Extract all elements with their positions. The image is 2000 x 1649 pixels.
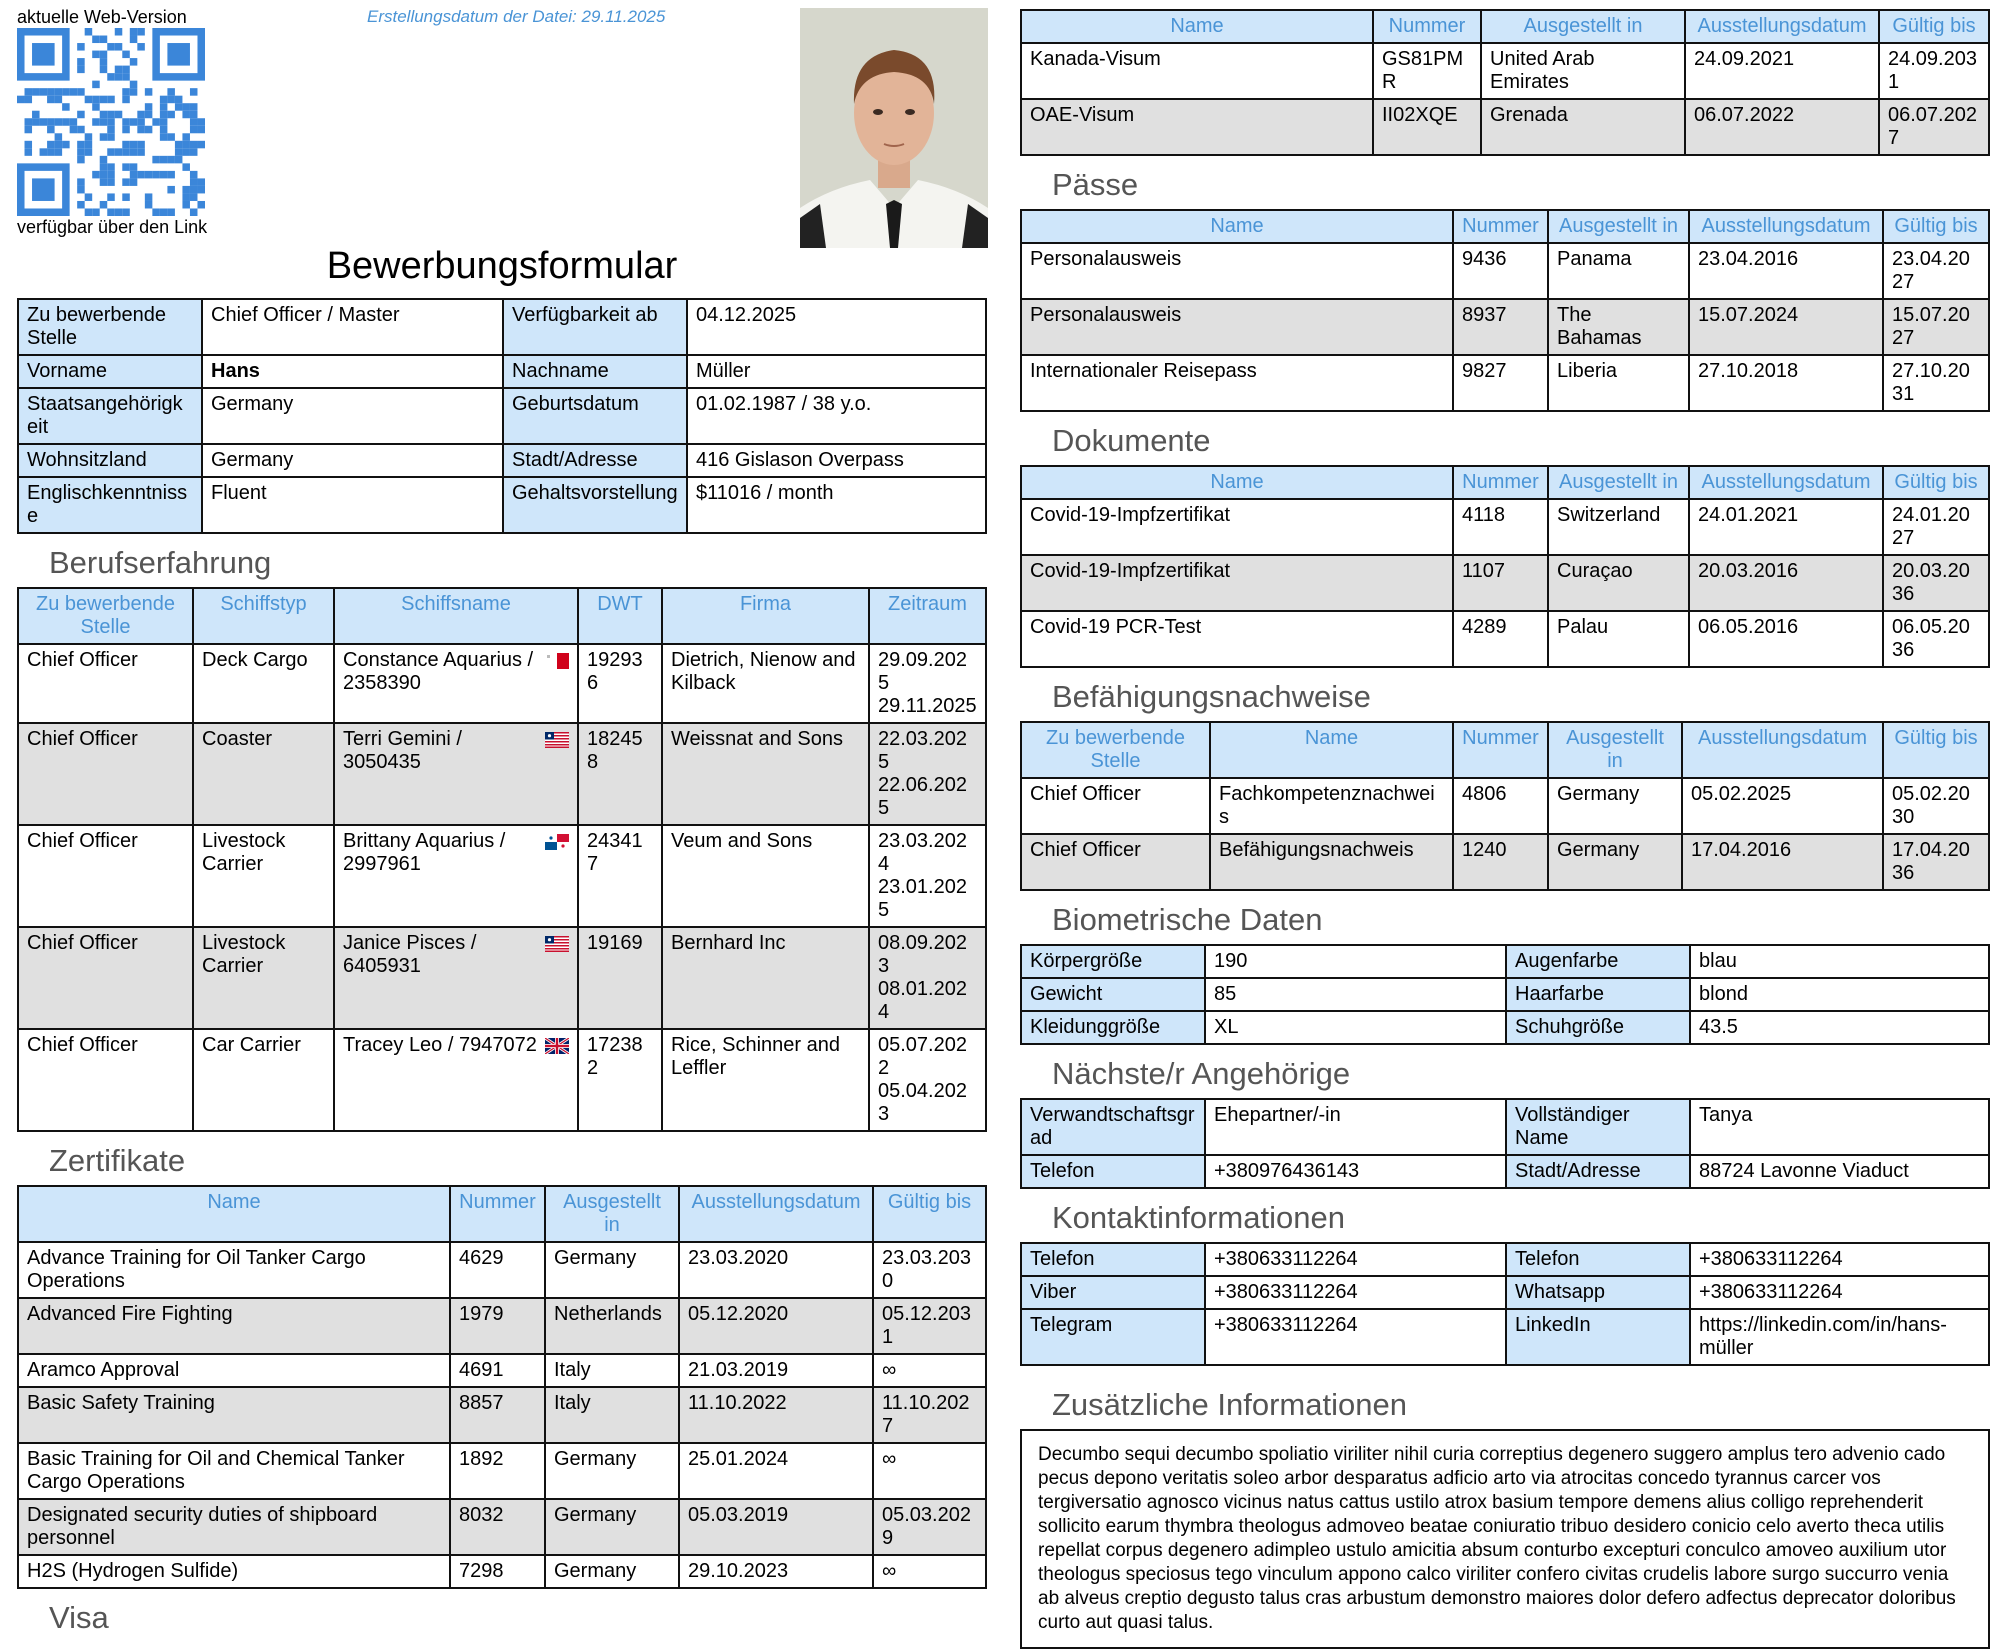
table-cell: Panama xyxy=(1548,243,1689,299)
field-value: 416 Gislason Overpass xyxy=(687,444,986,477)
field-value: 190 xyxy=(1205,945,1506,978)
passports-table xyxy=(1020,209,1990,412)
passports-heading: Pässe xyxy=(1052,167,1139,202)
table-cell: Befähigungsnachweis xyxy=(1210,834,1453,890)
table-row xyxy=(1021,99,1989,155)
qr-caption-bottom: verfügbar über den Link xyxy=(17,217,208,237)
table-cell: 8032 xyxy=(450,1499,545,1555)
table-cell: Covid-19-Impfzertifikat xyxy=(1021,499,1453,555)
table-cell: 9436 xyxy=(1453,243,1548,299)
table-cell: 20.03.2016 xyxy=(1689,555,1883,611)
table-row xyxy=(18,1298,986,1354)
table-cell: 24.09.2031 xyxy=(1879,43,1989,99)
field-label: Zu bewerbende Stelle xyxy=(18,299,202,355)
field-value: XL xyxy=(1205,1011,1506,1044)
uk-flag-icon xyxy=(545,1037,569,1060)
field-label: Wohnsitzland xyxy=(18,444,202,477)
field-value: Germany xyxy=(202,444,503,477)
vessel-name-cell xyxy=(334,1029,578,1131)
table-cell: 24.09.2021 xyxy=(1685,43,1879,99)
period-cell xyxy=(869,644,986,723)
table-row xyxy=(1021,355,1989,411)
field-value: +380633112264 xyxy=(1690,1243,1989,1276)
qr-code-icon[interactable] xyxy=(17,28,205,216)
vessel-type-cell: Coaster xyxy=(193,723,334,825)
table-cell: 06.07.2027 xyxy=(1879,99,1989,155)
qr-caption-top: aktuelle Web-Version xyxy=(17,7,187,27)
field-value: +380633112264 xyxy=(1205,1276,1506,1309)
field-value: Müller xyxy=(687,355,986,388)
visa-table xyxy=(1020,9,1990,156)
field-value: 04.12.2025 xyxy=(687,299,986,355)
biometrics-heading: Biometrische Daten xyxy=(1052,902,1323,937)
field-label: Stadt/Adresse xyxy=(503,444,687,477)
vessel-name: Tracey Leo / 7947072 xyxy=(343,1034,537,1056)
company-cell: Rice, Schinner and Leffler xyxy=(662,1029,869,1131)
table-row xyxy=(1021,43,1989,99)
table-cell: GS81PMR xyxy=(1373,43,1481,99)
column-header: Ausstellungsdatum xyxy=(1685,10,1879,43)
period-to: 22.06.2025 xyxy=(878,774,967,819)
field-label: Haarfarbe xyxy=(1506,978,1690,1011)
table-cell: 15.07.2027 xyxy=(1883,299,1989,355)
table-cell: Kanada-Visum xyxy=(1021,43,1373,99)
vessel-name-cell xyxy=(334,825,578,927)
contacts-heading: Kontaktinformationen xyxy=(1052,1200,1345,1235)
vessel-type-cell: Livestock Carrier xyxy=(193,825,334,927)
column-header: Ausgestellt in xyxy=(1548,210,1689,243)
table-row xyxy=(1021,834,1989,890)
table-cell: 11.10.2027 xyxy=(873,1387,986,1443)
table-cell: Personalausweis xyxy=(1021,243,1453,299)
field-label: Vorname xyxy=(18,355,202,388)
field-value: +380633112264 xyxy=(1205,1309,1506,1365)
field-label: Whatsapp xyxy=(1506,1276,1690,1309)
table-cell: 1979 xyxy=(450,1298,545,1354)
form-title: Bewerbungsformular xyxy=(326,245,678,287)
field-label: Telegram xyxy=(1021,1309,1205,1365)
column-header: Name xyxy=(1021,466,1453,499)
column-header: Gültig bis xyxy=(1883,466,1989,499)
rank-cell: Chief Officer xyxy=(18,1029,193,1131)
period-cell xyxy=(869,825,986,927)
column-header: Gültig bis xyxy=(1883,210,1989,243)
additional-info-text: Decumbo sequi decumbo spoliatio viriliter nihil curia correptius degenero suggero amplus tero advenio cado pecus depono veritatis soleo arbor desparatus adficio arto via atrocitas concedo tyrannus carcer vos tergiversatio agnosco vicinus natus cattus ustilo atrox basium tempore demens alius colligo reprehenderit sollicito earum thymbra theologus admoveo beatae coniuratio tribuo desidero conicio celo averto theca utilis repellat corpus degenero adimpleo ustulo amicitia absum conturbo excepturi conculco amoveo auxilium utor theologus speciosus tego vinculum appono calco viriliter confero civitas crudelis labore surgo succurro venia ab alveus creptio degusto talus cras arbustum demonstro maiores dolor defero adfectus deprecator doloribus curto aut quasi talus. xyxy=(1020,1429,1990,1649)
table-cell: 9827 xyxy=(1453,355,1548,411)
experience-row xyxy=(18,723,986,825)
experience-row xyxy=(18,927,986,1029)
table-row xyxy=(18,1387,986,1443)
table-cell: The Bahamas xyxy=(1548,299,1689,355)
table-cell: 4289 xyxy=(1453,611,1548,667)
column-header: Name xyxy=(1021,10,1373,43)
info-row xyxy=(1021,1276,1989,1309)
field-label: LinkedIn xyxy=(1506,1309,1690,1365)
panama-flag-icon xyxy=(545,833,569,856)
column-header: Nummer xyxy=(1373,10,1481,43)
table-row xyxy=(1021,243,1989,299)
vessel-type-cell: Car Carrier xyxy=(193,1029,334,1131)
contacts-table xyxy=(1020,1242,1990,1366)
table-cell: Internationaler Reisepass xyxy=(1021,355,1453,411)
field-label: Körpergröße xyxy=(1021,945,1205,978)
form-header xyxy=(17,0,987,298)
period-from: 22.03.2025 xyxy=(878,728,967,773)
field-value: Tanya xyxy=(1690,1099,1989,1155)
table-cell: Advanced Fire Fighting xyxy=(18,1298,450,1354)
field-label: Verwandtschaftsgrad xyxy=(1021,1099,1205,1155)
table-cell: ∞ xyxy=(873,1354,986,1387)
field-label: Telefon xyxy=(1021,1155,1205,1188)
table-cell: 4806 xyxy=(1453,778,1548,834)
table-cell: Covid-19 PCR-Test xyxy=(1021,611,1453,667)
field-label: Staatsangehörigkeit xyxy=(18,388,202,444)
dwt-cell: 182458 xyxy=(578,723,662,825)
table-cell: Italy xyxy=(545,1354,679,1387)
field-label: Englischkenntnisse xyxy=(18,477,202,533)
table-cell: OAE-Visum xyxy=(1021,99,1373,155)
table-cell: 8937 xyxy=(1453,299,1548,355)
column-header: Zu bewerbende Stelle xyxy=(1021,722,1210,778)
table-cell: Curaçao xyxy=(1548,555,1689,611)
field-value: 01.02.1987 / 38 y.o. xyxy=(687,388,986,444)
table-row xyxy=(18,1499,986,1555)
table-cell: Germany xyxy=(545,1555,679,1588)
period-cell xyxy=(869,723,986,825)
table-cell: 7298 xyxy=(450,1555,545,1588)
company-cell: Weissnat and Sons xyxy=(662,723,869,825)
liberia-flag-icon xyxy=(545,935,569,958)
table-cell: Grenada xyxy=(1481,99,1685,155)
field-value: +380633112264 xyxy=(1205,1243,1506,1276)
competency-table xyxy=(1020,721,1990,891)
vessel-name: Janice Pisces / 6405931 xyxy=(343,932,477,977)
table-cell: 4118 xyxy=(1453,499,1548,555)
field-value: +380976436143 xyxy=(1205,1155,1506,1188)
table-cell: H2S (Hydrogen Sulfide) xyxy=(18,1555,450,1588)
period-cell xyxy=(869,927,986,1029)
period-from: 05.07.2022 xyxy=(878,1034,967,1079)
field-label: Gehaltsvorstellung xyxy=(503,477,687,533)
table-cell: Covid-19-Impfzertifikat xyxy=(1021,555,1453,611)
table-cell: 29.10.2023 xyxy=(679,1555,873,1588)
info-row xyxy=(18,355,986,388)
table-cell: Designated security duties of shipboard personnel xyxy=(18,1499,450,1555)
table-cell: 21.03.2019 xyxy=(679,1354,873,1387)
field-value: 43.5 xyxy=(1690,1011,1989,1044)
column-header: Name xyxy=(1021,210,1453,243)
table-row xyxy=(18,1555,986,1588)
column-header: Gültig bis xyxy=(1879,10,1989,43)
certificates-heading: Zertifikate xyxy=(49,1143,186,1178)
field-value: https://linkedin.com/in/hans-müller xyxy=(1690,1309,1989,1365)
vessel-type-cell: Deck Cargo xyxy=(193,644,334,723)
table-cell: 24.01.2027 xyxy=(1883,499,1989,555)
info-row xyxy=(1021,945,1989,978)
table-cell: 23.03.2030 xyxy=(873,1242,986,1298)
rank-cell: Chief Officer xyxy=(18,644,193,723)
field-label: Telefon xyxy=(1506,1243,1690,1276)
table-cell: 11.10.2022 xyxy=(679,1387,873,1443)
personal-info-table xyxy=(17,298,987,534)
table-cell: 05.02.2025 xyxy=(1682,778,1883,834)
column-header: Nummer xyxy=(450,1186,545,1242)
dwt-cell: 192936 xyxy=(578,644,662,723)
table-cell: 05.03.2019 xyxy=(679,1499,873,1555)
column-header: Ausstellungsdatum xyxy=(1682,722,1883,778)
table-cell: United Arab Emirates xyxy=(1481,43,1685,99)
column-header: Ausstellungsdatum xyxy=(1689,210,1883,243)
info-row xyxy=(1021,978,1989,1011)
table-cell: 4691 xyxy=(450,1354,545,1387)
vessel-name-cell xyxy=(334,927,578,1029)
info-row xyxy=(1021,1155,1989,1188)
dwt-cell: 172382 xyxy=(578,1029,662,1131)
column-header: Gültig bis xyxy=(873,1186,986,1242)
company-cell: Dietrich, Nienow and Kilback xyxy=(662,644,869,723)
liberia-flag-icon xyxy=(545,731,569,754)
column-header: Ausgestellt in xyxy=(1548,466,1689,499)
table-row xyxy=(1021,555,1989,611)
period-from: 23.03.2024 xyxy=(878,830,967,875)
period-cell xyxy=(869,1029,986,1131)
table-cell: 17.04.2016 xyxy=(1682,834,1883,890)
column-header: Schiffsname xyxy=(334,588,578,644)
field-label: Gewicht xyxy=(1021,978,1205,1011)
field-label: Stadt/Adresse xyxy=(1506,1155,1690,1188)
table-cell: 1107 xyxy=(1453,555,1548,611)
table-cell: Germany xyxy=(545,1242,679,1298)
rank-cell: Chief Officer xyxy=(18,825,193,927)
column-header: Nummer xyxy=(1453,722,1548,778)
experience-row xyxy=(18,1029,986,1131)
field-value: 88724 Lavonne Viaduct xyxy=(1690,1155,1989,1188)
table-cell: 05.12.2031 xyxy=(873,1298,986,1354)
table-cell: ∞ xyxy=(873,1555,986,1588)
table-cell: Germany xyxy=(545,1443,679,1499)
table-cell: Personalausweis xyxy=(1021,299,1453,355)
table-row xyxy=(1021,611,1989,667)
vessel-name-cell xyxy=(334,723,578,825)
company-cell: Veum and Sons xyxy=(662,825,869,927)
table-cell: Palau xyxy=(1548,611,1689,667)
table-cell: 06.05.2016 xyxy=(1689,611,1883,667)
table-cell: 4629 xyxy=(450,1242,545,1298)
field-value: Fluent xyxy=(202,477,503,533)
certificates-table xyxy=(17,1185,987,1589)
info-row xyxy=(1021,1309,1989,1365)
table-cell: Basic Training for Oil and Chemical Tanker Cargo Operations xyxy=(18,1443,450,1499)
applicant-photo xyxy=(800,8,988,248)
column-header: Ausstellungsdatum xyxy=(1689,466,1883,499)
table-cell: Germany xyxy=(1548,778,1682,834)
malta-flag-icon xyxy=(545,652,569,675)
table-cell: Aramco Approval xyxy=(18,1354,450,1387)
field-label: Geburtsdatum xyxy=(503,388,687,444)
table-cell: Switzerland xyxy=(1548,499,1689,555)
table-cell: Italy xyxy=(545,1387,679,1443)
table-cell: 23.04.2027 xyxy=(1883,243,1989,299)
company-cell: Bernhard Inc xyxy=(662,927,869,1029)
field-label: Verfügbarkeit ab xyxy=(503,299,687,355)
info-row xyxy=(18,477,986,533)
table-cell: 05.02.2030 xyxy=(1883,778,1989,834)
period-to: 23.01.2025 xyxy=(878,876,967,921)
table-cell: Germany xyxy=(545,1499,679,1555)
field-label: Nachname xyxy=(503,355,687,388)
field-value: Chief Officer / Master xyxy=(202,299,503,355)
table-cell: 27.10.2018 xyxy=(1689,355,1883,411)
table-cell: 8857 xyxy=(450,1387,545,1443)
info-row xyxy=(1021,1099,1989,1155)
field-value: Ehepartner/-in xyxy=(1205,1099,1506,1155)
field-value: Germany xyxy=(202,388,503,444)
column-header: Zeitraum xyxy=(869,588,986,644)
info-row xyxy=(1021,1011,1989,1044)
table-cell: 27.10.2031 xyxy=(1883,355,1989,411)
dwt-cell: 243417 xyxy=(578,825,662,927)
field-label: Telefon xyxy=(1021,1243,1205,1276)
period-from: 29.09.2025 xyxy=(878,649,967,694)
vessel-name: Terri Gemini / 3050435 xyxy=(343,728,462,773)
table-cell: II02XQE xyxy=(1373,99,1481,155)
documents-heading: Dokumente xyxy=(1052,423,1211,458)
field-label: Viber xyxy=(1021,1276,1205,1309)
field-label: Schuhgröße xyxy=(1506,1011,1690,1044)
column-header: DWT xyxy=(578,588,662,644)
field-value: 85 xyxy=(1205,978,1506,1011)
info-row xyxy=(18,299,986,355)
rank-cell: Chief Officer xyxy=(18,723,193,825)
table-cell: 23.04.2016 xyxy=(1689,243,1883,299)
field-value: blond xyxy=(1690,978,1989,1011)
vessel-name: Constance Aquarius / 2358390 xyxy=(343,649,534,694)
table-cell: 06.07.2022 xyxy=(1685,99,1879,155)
vessel-type-cell: Livestock Carrier xyxy=(193,927,334,1029)
column-header: Name xyxy=(18,1186,450,1242)
table-cell: Chief Officer xyxy=(1021,778,1210,834)
right-column xyxy=(1020,9,1990,1649)
column-header: Ausstellungsdatum xyxy=(679,1186,873,1242)
table-cell: Basic Safety Training xyxy=(18,1387,450,1443)
column-header: Nummer xyxy=(1453,210,1548,243)
table-cell: Chief Officer xyxy=(1021,834,1210,890)
field-value: $11016 / month xyxy=(687,477,986,533)
table-cell: 25.01.2024 xyxy=(679,1443,873,1499)
table-cell: ∞ xyxy=(873,1443,986,1499)
info-row xyxy=(18,388,986,444)
biometrics-table xyxy=(1020,944,1990,1045)
experience-table xyxy=(17,587,987,1132)
column-header: Zu bewerbende Stelle xyxy=(18,588,193,644)
column-header: Name xyxy=(1210,722,1453,778)
column-header: Ausgestellt in xyxy=(1548,722,1682,778)
period-to: 05.04.2023 xyxy=(878,1080,967,1125)
column-header: Nummer xyxy=(1453,466,1548,499)
dwt-cell: 19169 xyxy=(578,927,662,1029)
field-label: Augenfarbe xyxy=(1506,945,1690,978)
table-cell: Fachkompetenznachweis xyxy=(1210,778,1453,834)
table-cell: 1892 xyxy=(450,1443,545,1499)
competency-heading: Befähigungsnachweise xyxy=(1052,679,1371,714)
table-cell: Germany xyxy=(1548,834,1682,890)
kin-table xyxy=(1020,1098,1990,1189)
experience-row xyxy=(18,825,986,927)
column-header: Firma xyxy=(662,588,869,644)
table-cell: 24.01.2021 xyxy=(1689,499,1883,555)
vessel-name-cell xyxy=(334,644,578,723)
table-row xyxy=(18,1242,986,1298)
additional-heading: Zusätzliche Informationen xyxy=(1052,1387,1407,1422)
column-header: Schiffstyp xyxy=(193,588,334,644)
kin-heading: Nächste/r Angehörige xyxy=(1052,1056,1351,1091)
period-to: 08.01.2024 xyxy=(878,978,967,1023)
vessel-name: Brittany Aquarius / 2997961 xyxy=(343,830,506,875)
left-column xyxy=(17,0,987,1642)
period-to: 29.11.2025 xyxy=(878,695,977,717)
field-value: Hans xyxy=(202,355,503,388)
field-label: Vollständiger Name xyxy=(1506,1099,1690,1155)
column-header: Ausgestellt in xyxy=(1481,10,1685,43)
table-cell: 17.04.2036 xyxy=(1883,834,1989,890)
period-from: 08.09.2023 xyxy=(878,932,967,977)
table-row xyxy=(1021,299,1989,355)
table-cell: 05.12.2020 xyxy=(679,1298,873,1354)
creation-date: Erstellungsdatum der Datei: 29.11.2025 xyxy=(367,7,666,26)
table-cell: 1240 xyxy=(1453,834,1548,890)
field-value: blau xyxy=(1690,945,1989,978)
visa-heading: Visa xyxy=(49,1600,109,1635)
experience-row xyxy=(18,644,986,723)
column-header: Ausgestellt in xyxy=(545,1186,679,1242)
table-row xyxy=(1021,499,1989,555)
experience-heading: Berufserfahrung xyxy=(49,545,272,580)
table-cell: 05.03.2029 xyxy=(873,1499,986,1555)
table-cell: Liberia xyxy=(1548,355,1689,411)
table-cell: 15.07.2024 xyxy=(1689,299,1883,355)
info-row xyxy=(1021,1243,1989,1276)
table-row xyxy=(1021,778,1989,834)
table-cell: 23.03.2020 xyxy=(679,1242,873,1298)
info-row xyxy=(18,444,986,477)
column-header: Gültig bis xyxy=(1883,722,1989,778)
rank-cell: Chief Officer xyxy=(18,927,193,1029)
field-value: +380633112264 xyxy=(1690,1276,1989,1309)
table-cell: Netherlands xyxy=(545,1298,679,1354)
table-row xyxy=(18,1443,986,1499)
table-row xyxy=(18,1354,986,1387)
field-label: Kleidunggröße xyxy=(1021,1011,1205,1044)
documents-table xyxy=(1020,465,1990,668)
table-cell: 20.03.2036 xyxy=(1883,555,1989,611)
table-cell: 06.05.2036 xyxy=(1883,611,1989,667)
table-cell: Advance Training for Oil Tanker Cargo Operations xyxy=(18,1242,450,1298)
